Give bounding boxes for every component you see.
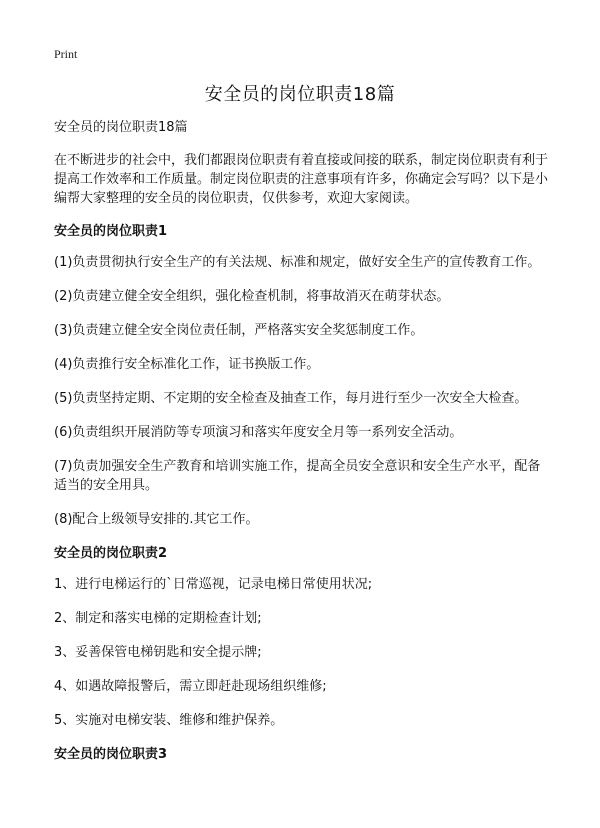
duty-item: 5、实施对电梯安装、维修和维护保养。 <box>54 713 284 728</box>
duty-item: (2)负责建立健全安全组织，强化检查机制，将事故消灭在萌芽状态。 <box>54 289 450 304</box>
duty-item: (6)负责组织开展消防等专项演习和落实年度安全月等一系列安全活动。 <box>54 425 463 440</box>
document-title: 安全员的岗位职责18篇 <box>204 84 396 105</box>
duty-item: 3、妥善保管电梯钥匙和安全提示牌; <box>54 645 262 660</box>
duty-item: (8)配合上级领导安排的.其它工作。 <box>54 512 259 527</box>
duty-item: 1、进行电梯运行的`日常巡视，记录电梯日常使用状况; <box>54 577 373 592</box>
intro-paragraph: 在不断进步的社会中，我们都跟岗位职责有着直接或间接的联系，制定岗位职责有利于提高工作效率和工作质量。制定岗位职责的注意事项有许多，你确定会写吗？以下是小编帮大家整理的安全员的岗位职责，仅供参考，欢迎大家阅读。 <box>54 153 549 206</box>
duty-item: (1)负责贯彻执行安全生产的有关法规、标准和规定，做好安全生产的宣传教育工作。 <box>54 255 541 270</box>
duty-item: (3)负责建立健全安全岗位责任制，严格落实安全奖惩制度工作。 <box>54 323 424 338</box>
section-heading-3: 安全员的岗位职责3 <box>54 747 168 762</box>
print-link[interactable]: Print <box>54 47 78 61</box>
duty-item: (5)负责坚持定期、不定期的安全检查及抽查工作，每月进行至少一次安全大检查。 <box>54 391 528 406</box>
section-heading-2: 安全员的岗位职责2 <box>54 546 168 561</box>
document-body <box>54 118 550 776</box>
document-subtitle: 安全员的岗位职责18篇 <box>54 120 188 135</box>
section-heading-1: 安全员的岗位职责1 <box>54 224 168 239</box>
duty-item: 2、制定和落实电梯的定期检查计划; <box>54 611 262 626</box>
duty-item: (7)负责加强安全生产教育和培训实施工作，提高全员安全意识和安全生产水平，配备适当的安全用具。 <box>54 459 541 493</box>
duty-item: (4)负责推行安全标准化工作，证书换版工作。 <box>54 357 320 372</box>
duty-item: 4、如遇故障报警后，需立即赶赴现场组织维修; <box>54 679 327 694</box>
